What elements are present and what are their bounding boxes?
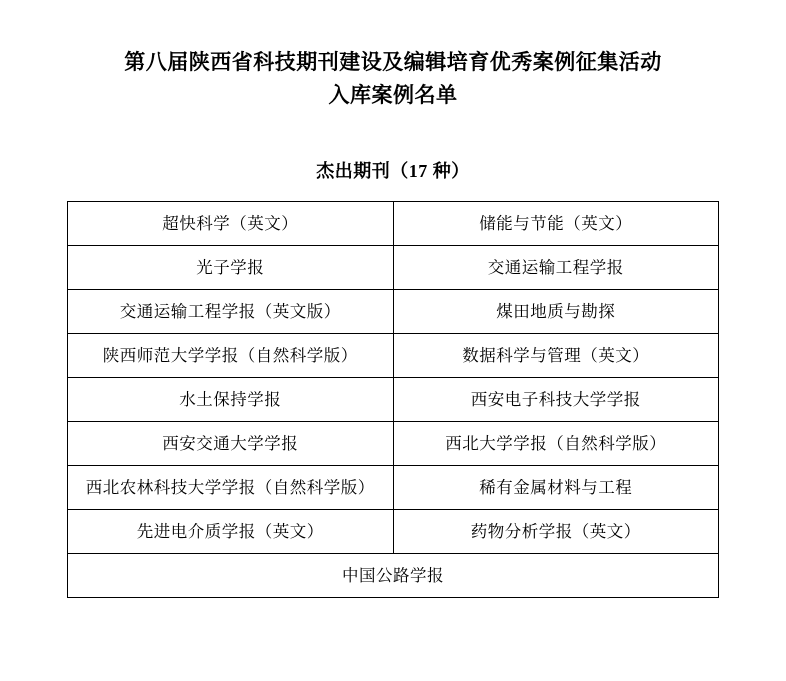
table-cell: 数据科学与管理（英文）: [393, 334, 719, 378]
document-title: [0, 46, 786, 111]
journal-table: [67, 201, 719, 598]
table-row: [68, 202, 719, 246]
table-cell: 药物分析学报（英文）: [393, 510, 719, 554]
table-cell: 稀有金属材料与工程: [393, 466, 719, 510]
table-cell: 交通运输工程学报: [393, 246, 719, 290]
table-row: [68, 290, 719, 334]
table-row: [68, 510, 719, 554]
table-cell: 西北大学学报（自然科学版）: [393, 422, 719, 466]
title-line-1: 第八届陕西省科技期刊建设及编辑培育优秀案例征集活动: [124, 50, 662, 74]
table-row: [68, 246, 719, 290]
table-cell: 光子学报: [68, 246, 394, 290]
table-cell: 西北农林科技大学学报（自然科学版）: [68, 466, 394, 510]
table-cell: 煤田地质与勘探: [393, 290, 719, 334]
section-heading: 杰出期刊（17 种）: [316, 161, 470, 182]
table-cell: 西安交通大学学报: [68, 422, 394, 466]
table-row: [68, 378, 719, 422]
table-cell: 西安电子科技大学学报: [393, 378, 719, 422]
table-cell: 先进电介质学报（英文）: [68, 510, 394, 554]
table-row: [68, 554, 719, 598]
document-page: [0, 46, 786, 681]
table-cell: 超快科学（英文）: [68, 202, 394, 246]
journal-table-wrapper: [67, 201, 719, 598]
table-cell: 交通运输工程学报（英文版）: [68, 290, 394, 334]
title-line-2: 入库案例名单: [328, 82, 458, 107]
table-row: [68, 466, 719, 510]
table-cell: 陕西师范大学学报（自然科学版）: [68, 334, 394, 378]
table-row: [68, 334, 719, 378]
table-cell-fullwidth: 中国公路学报: [68, 554, 719, 598]
table-cell: 水土保持学报: [68, 378, 394, 422]
table-cell: 储能与节能（英文）: [393, 202, 719, 246]
table-row: [68, 422, 719, 466]
